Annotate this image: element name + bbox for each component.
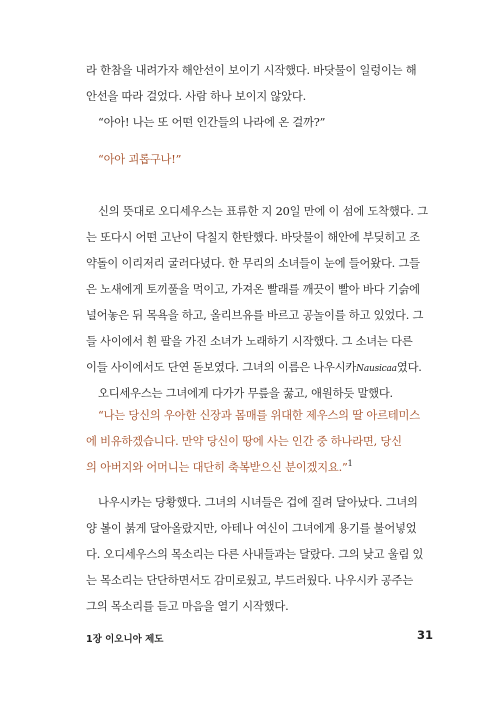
quote-odysseus-wonder: “아아! 나는 또 어떤 인간들의 나라에 온 걸까?”	[98, 116, 326, 129]
text-line: 양 볼이 붉게 달아올랐지만, 아테나 여신이 그녀에게 용기를 불어넣었	[86, 522, 417, 535]
text-line: 은 노새에게 토끼풀을 먹이고, 가져온 빨래를 깨끗이 빨아 바다 기슭에	[86, 283, 420, 296]
page-number: 31	[416, 628, 433, 642]
text-line: 그의 목소리를 듣고 마음을 열기 시작했다.	[86, 600, 289, 613]
text-line: 에 비유하겠습니다. 만약 당신이 땅에 사는 인간 중 하나라면, 당신	[86, 435, 402, 448]
quote-lament	[86, 147, 431, 173]
text-line: 는 또다시 어떤 고난이 닥칠지 한탄했다. 바닷물이 해안에 부딪히고 조	[86, 231, 420, 244]
text-line: 안선을 따라 걸었다. 사람 하나 보이지 않았다.	[86, 90, 306, 103]
text-line	[86, 455, 431, 481]
footnote-marker: 1	[347, 459, 353, 469]
text-line: 나우시카는 당황했다. 그녀의 시녀들은 겁에 질려 달아났다. 그녀의	[98, 496, 418, 509]
text-line: 들 사이에서 흰 팔을 가진 소녀가 노래하기 시작했다. 그 소녀는 다른	[86, 335, 413, 348]
paragraph-kneel: 오디세우스는 그녀에게 다가가 무릎을 꿇고, 애원하듯 말했다.	[98, 387, 393, 400]
text-line-end: 였다.	[396, 361, 422, 374]
text-line: 다. 오디세우스의 목소리는 다른 사내들과는 달랐다. 그의 낮고 울림 있	[86, 548, 424, 561]
text-line: 널어놓은 뒤 목욕을 하고, 올리브유를 바르고 공놀이를 하고 있었다. 그	[86, 309, 424, 322]
nausicaa-annotation: Nausicaa	[356, 364, 397, 374]
quote-odysseus-praise	[86, 403, 431, 481]
text-line	[86, 355, 431, 381]
text-line: “나는 당신의 우아한 신장과 몸매를 위대한 제우스의 딸 아르테미스	[98, 409, 420, 422]
paragraph-arrival	[86, 199, 431, 407]
paragraph-nausicaa-reaction	[86, 490, 431, 620]
text-line: 신의 뜻대로 오디세우스는 표류한 지 20일 만에 이 섬에 도착했다. 그	[98, 205, 428, 218]
text-line: 라 한참을 내려가자 해안선이 보이기 시작했다. 바닷물이 일렁이는 해	[86, 64, 417, 77]
text-line-start: 이들 사이에서도 단연 돋보였다. 그녀의 이름은 나우시카	[86, 361, 357, 374]
text-line: 는 목소리는 단단하면서도 감미로웠고, 부드러웠다. 나우시카 공주는	[86, 574, 414, 587]
text-line-body: 의 아버지와 어머니는 대단히 축복받으신 분이겠지요.”	[86, 461, 348, 474]
quote-lament-text: “아아 괴롭구나!”	[98, 153, 182, 166]
text-line: 약돌이 이리저리 굴러다녔다. 한 무리의 소녀들이 눈에 들어왔다. 그들	[86, 257, 420, 270]
running-footer-chapter: 1장 이오니아 제도	[86, 634, 164, 645]
paragraph-continuation	[86, 58, 431, 136]
